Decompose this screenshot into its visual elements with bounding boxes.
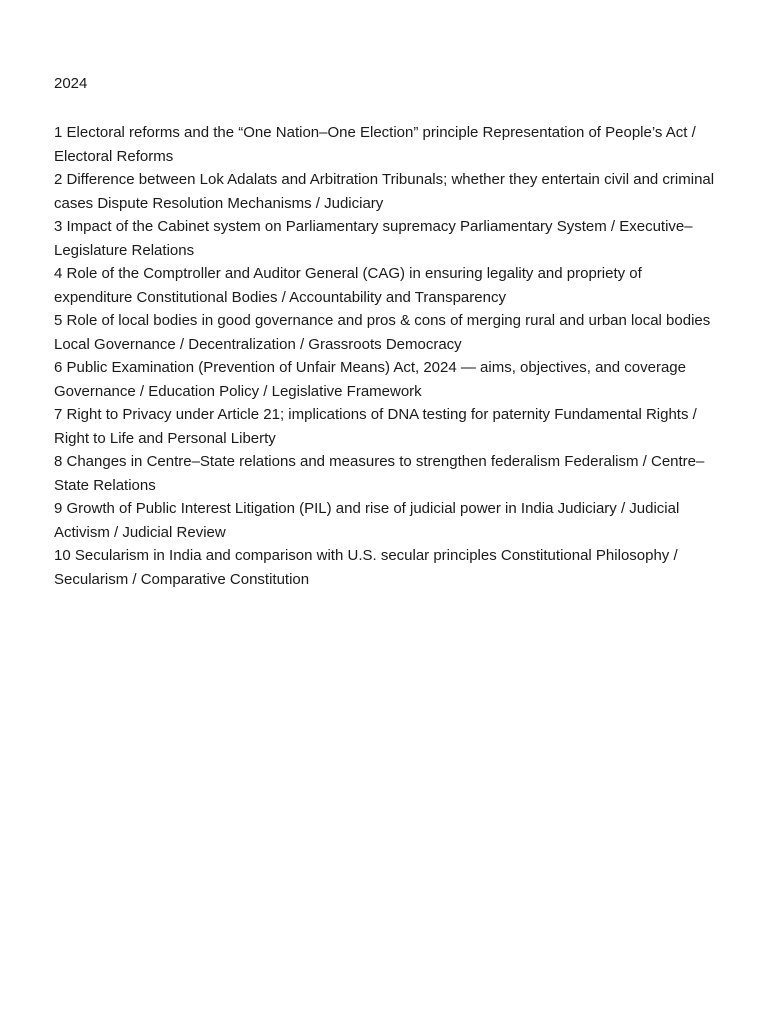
question-item-2: 2 Difference between Lok Adalats and Arbitration Tribunals; whether they entertain civil and criminal cases Dispute Resolution Mechanisms / Judiciary xyxy=(54,171,715,212)
question-item-7: 7 Right to Privacy under Article 21; implications of DNA testing for paternity Fundamental Rights / Right to Life and Personal Liberty xyxy=(54,406,697,447)
question-item-1: 1 Electoral reforms and the “One Nation–One Election” principle Representation of People’s Act / Electoral Reforms xyxy=(54,124,696,165)
question-list xyxy=(54,121,724,591)
question-item-10: 10 Secularism in India and comparison with U.S. secular principles Constitutional Philosophy / Secularism / Comparative Constitution xyxy=(54,547,678,588)
question-item-5: 5 Role of local bodies in good governance and pros & cons of merging rural and urban local bodies Local Governance / Decentralization / Grassroots Democracy xyxy=(54,312,711,353)
document-page xyxy=(54,74,724,591)
question-item-6: 6 Public Examination (Prevention of Unfair Means) Act, 2024 — aims, objectives, and coverage Governance / Education Policy / Legislative Framework xyxy=(54,359,686,400)
document-year: 2024 xyxy=(54,75,88,92)
question-item-8: 8 Changes in Centre–State relations and measures to strengthen federalism Federalism / Centre–State Relations xyxy=(54,453,705,494)
question-item-4: 4 Role of the Comptroller and Auditor General (CAG) in ensuring legality and propriety of expenditure Constitutional Bodies / Accountability and Transparency xyxy=(54,265,642,306)
question-item-3: 3 Impact of the Cabinet system on Parliamentary supremacy Parliamentary System / Executive–Legislature Relations xyxy=(54,218,693,259)
question-item-9: 9 Growth of Public Interest Litigation (PIL) and rise of judicial power in India Judiciary / Judicial Activism / Judicial Review xyxy=(54,500,680,541)
